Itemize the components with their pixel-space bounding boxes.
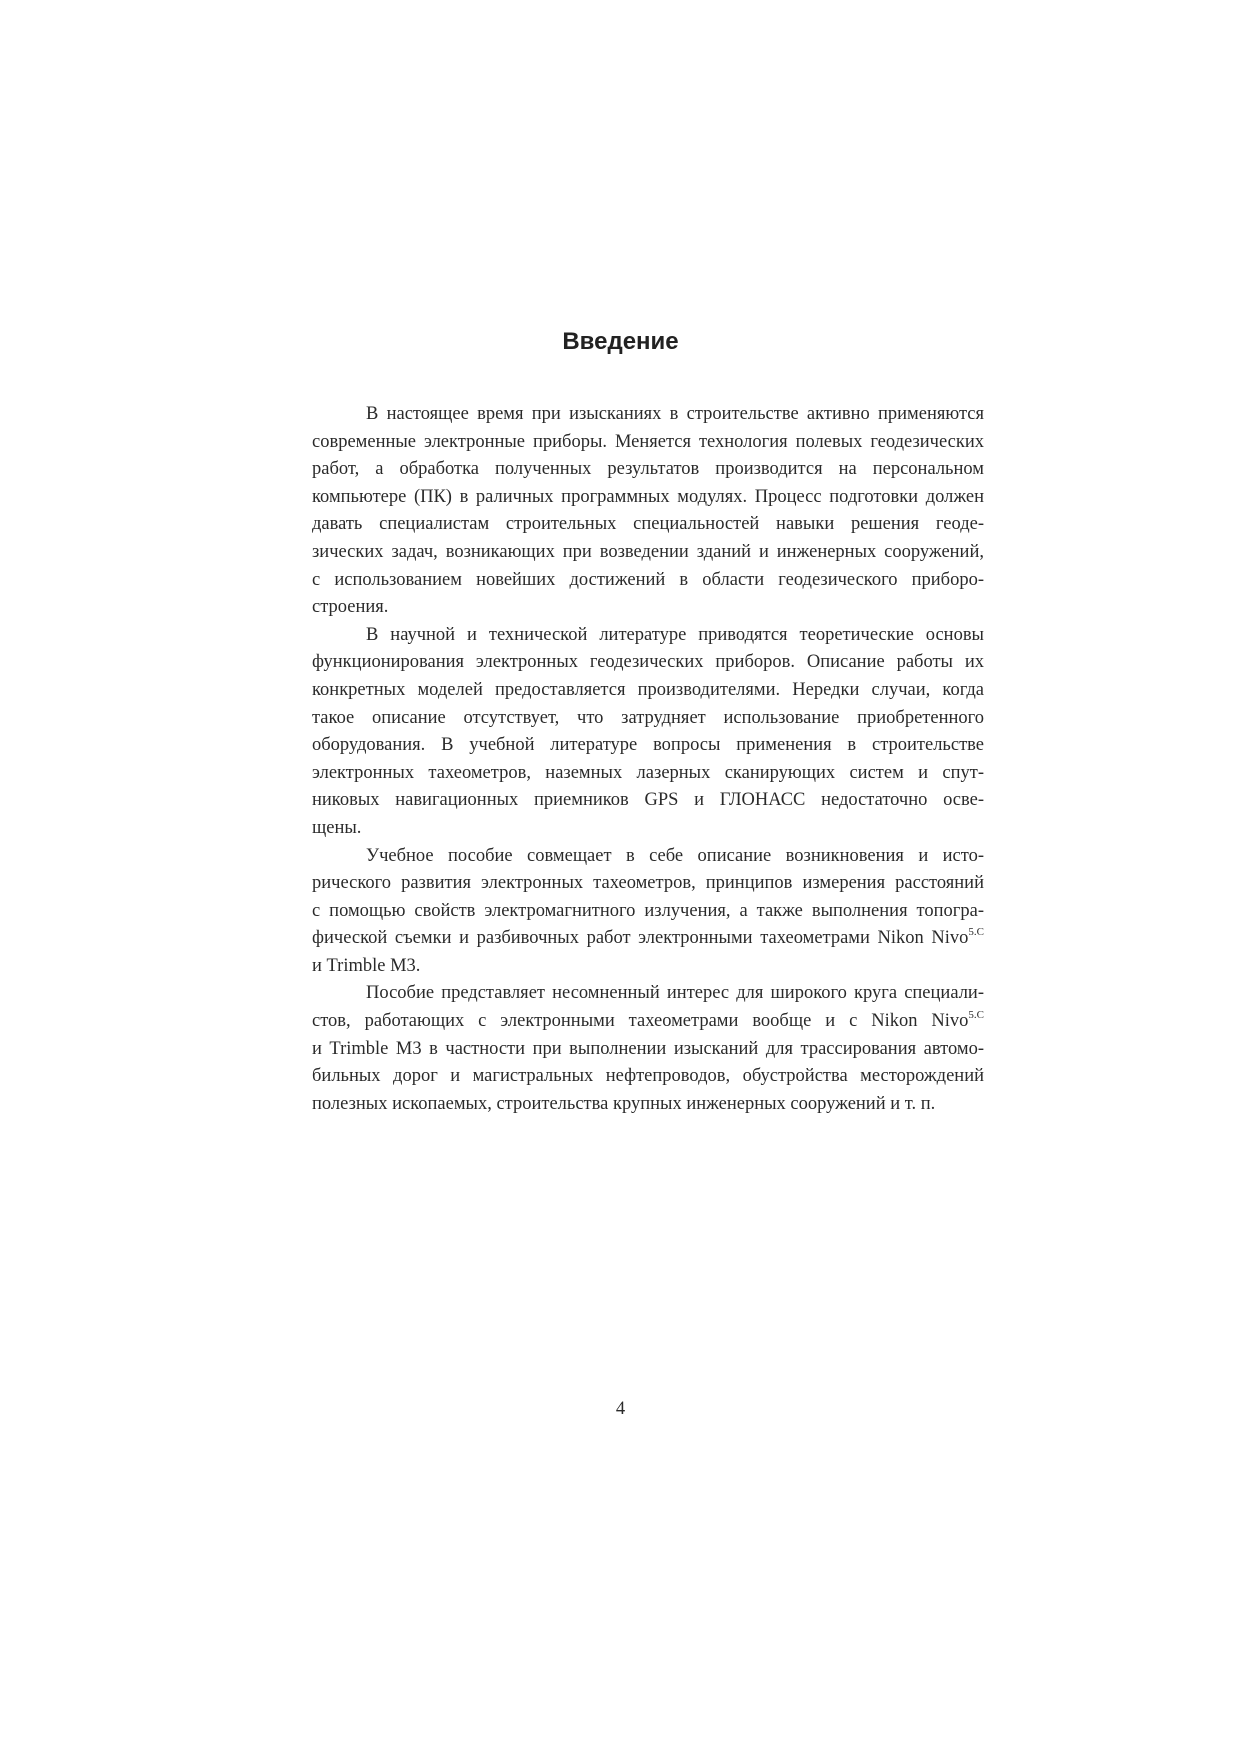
- text-line: Учебное пособие совмещает в себе описание возникновения и исто-: [366, 845, 984, 866]
- paragraph-3: [258, 843, 984, 981]
- page-number: 4: [615, 1399, 626, 1419]
- superscript: 5.C: [968, 1009, 984, 1022]
- paragraph-2: [258, 622, 984, 843]
- text-line: и Trimble M3 в частности при выполнении изысканий для трассирования автомо-: [312, 1038, 984, 1059]
- text-line-with-superscript: [258, 1008, 984, 1036]
- text-line: В настоящее время при изысканиях в строительстве активно применяются: [366, 404, 984, 424]
- text-line: никовых навигационных приемников GPS и ГЛОНАСС недостаточно осве-: [312, 790, 984, 811]
- text-line: такое описание отсутствует, что затрудняет использование приобретенного: [312, 707, 984, 728]
- text-line: полезных ископаемых, строительства крупных инженерных сооружений и т. п.: [312, 1093, 936, 1114]
- text-line: функционирования электронных геодезических приборов. Описание работы их: [312, 652, 984, 673]
- text-line: Пособие представляет несомненный интерес для широкого круга специали-: [366, 983, 984, 1004]
- text-line-with-superscript: [258, 925, 984, 953]
- text-line: В научной и технической литературе приводятся теоретические основы: [366, 624, 984, 645]
- paragraph-4: [258, 980, 984, 1118]
- paragraph-1: [258, 401, 984, 622]
- text-line: электронных тахеометров, наземных лазерных сканирующих систем и спут-: [312, 762, 984, 783]
- text-line: с использованием новейших достижений в области геодезического приборо-: [312, 569, 984, 590]
- line-text: стов, работающих с электронными тахеометрами вообще и с Nikon Nivo: [312, 1011, 969, 1032]
- text-line: современные электронные приборы. Меняется технология полевых геодезических: [312, 431, 984, 452]
- superscript: 5.C: [968, 926, 984, 939]
- text-line: строения.: [312, 597, 389, 618]
- text-line: давать специалистам строительных специальностей навыки решения геоде-: [312, 514, 984, 535]
- line-text: фической съемки и разбивочных работ электронными тахеометрами Nikon Nivo: [312, 928, 969, 949]
- text-line: оборудования. В учебной литературе вопросы применения в строительстве: [312, 735, 984, 756]
- text-line: и Trimble M3.: [312, 955, 421, 976]
- text-line: зических задач, возникающих при возведении зданий и инженерных сооружений,: [312, 541, 984, 562]
- body-text: [258, 401, 984, 1118]
- text-line: бильных дорог и магистральных нефтепроводов, обустройства месторождений: [312, 1066, 984, 1087]
- text-line: конкретных моделей предоставляется производителями. Нередки случаи, когда: [312, 679, 984, 700]
- text-line: компьютере (ПК) в раличных программных модулях. Процесс подготовки должен: [312, 486, 984, 507]
- text-line: с помощью свойств электромагнитного излучения, а также выполнения топогра-: [312, 900, 984, 921]
- text-line: работ, а обработка полученных результатов производится на персональном: [312, 459, 984, 480]
- text-line: рического развития электронных тахеометров, принципов измерения расстояний: [312, 873, 984, 894]
- text-line: щены.: [312, 817, 362, 838]
- page-title: Введение: [562, 328, 679, 355]
